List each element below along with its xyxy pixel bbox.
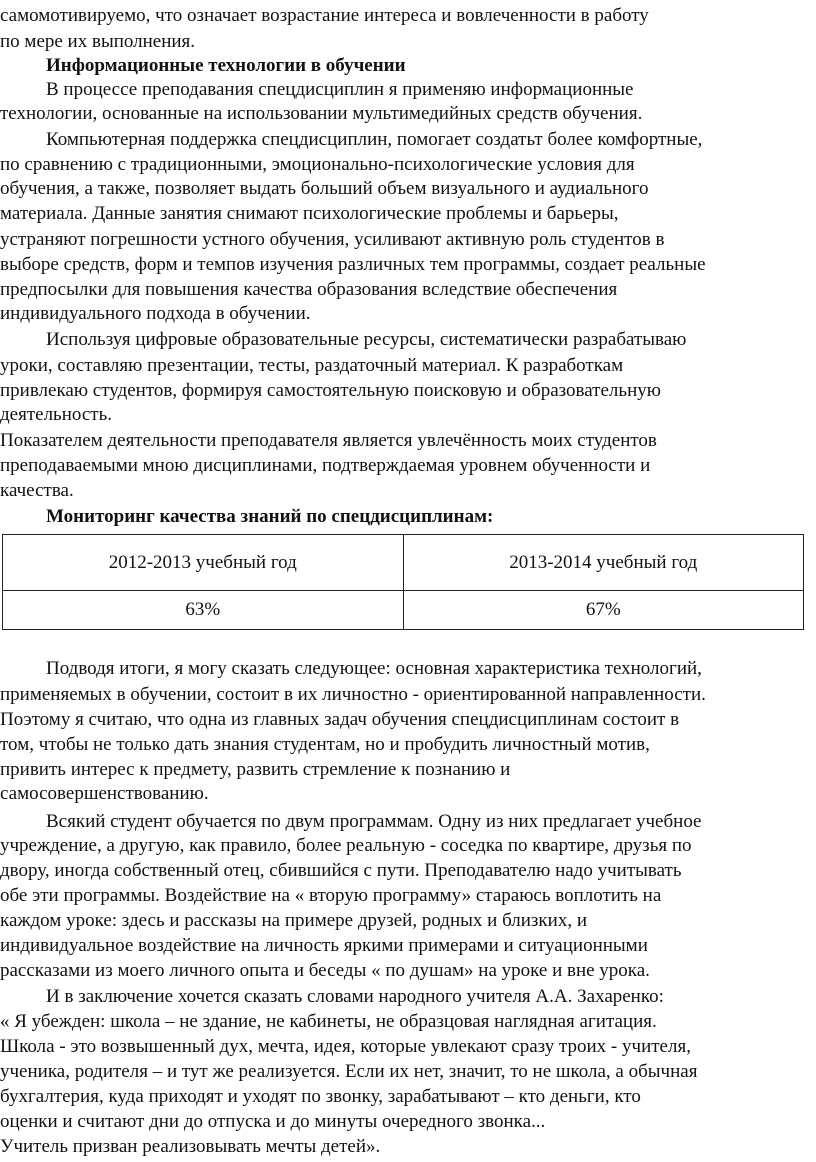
text-line: каждом уроке: здесь и рассказы на примере друзей, родных и близких, и: [0, 910, 587, 931]
text-line: « Я убежден: школа – не здание, не кабинеты, не образцовая наглядная агитация.: [0, 1011, 657, 1032]
text-line: по мере их выполнения.: [0, 31, 196, 52]
monitoring-table: [2, 534, 804, 630]
text-line: привить интерес к предмету, развить стремление к познанию и: [0, 759, 511, 780]
text-line: самосовершенствованию.: [0, 783, 209, 804]
text-line: ученика, родителя – и тут же реализуется. Если их нет, значит, то не школа, а обычная: [0, 1061, 698, 1082]
text-line: обе эти программы. Воздействие на « вторую программу» стараюсь воплотить на: [0, 885, 662, 906]
text-line: деятельность.: [0, 404, 113, 425]
value-cell-2012-2013: 63%: [3, 591, 404, 630]
text-line: И в заключение хочется сказать словами народного учителя А.А. Захаренко:: [46, 986, 664, 1007]
text-line: технологии, основанные на использовании мультимедийных средств обучения.: [0, 103, 643, 124]
text-line: привлекаю студентов, формируя самостоятельную поисковую и образовательную: [0, 380, 661, 401]
table-header-row: [3, 535, 804, 591]
text-line: Показателем деятельности преподавателя является увлечённость моих студентов: [0, 430, 657, 451]
text-line: Используя цифровые образовательные ресурсы, систематически разрабатываю: [46, 329, 687, 350]
text-line: выборе средств, форм и темпов изучения различных тем программы, создает реальные: [0, 254, 706, 275]
text-line: индивидуальное воздействие на личность яркими примерами и ситуационными: [0, 935, 648, 956]
text-line: двору, иногда собственный отец, сбившийся с пути. Преподавателю надо учитывать: [0, 860, 682, 881]
text-line: применяемых в обучении, состоит в их личностно - ориентированной направленности.: [0, 684, 706, 705]
value-cell-2013-2014: 67%: [403, 591, 804, 630]
text-line: устраняют погрешности устного обучения, усиливают активную роль студентов в: [0, 229, 665, 250]
text-line: индивидуального подхода в обучении.: [0, 303, 311, 324]
text-line: Школа - это возвышенный дух, мечта, идея, которые увлекают сразу троих - учителя,: [0, 1036, 691, 1057]
text-line: Учитель призван реализовывать мечты детей».: [0, 1136, 381, 1157]
text-line: В процессе преподавания спецдисциплин я применяю информационные: [46, 79, 634, 100]
text-line: учреждение, а другую, как правило, более реальную - соседка по квартире, друзья по: [0, 835, 692, 856]
text-line: том, чтобы не только дать знания студентам, но и пробудить личностный мотив,: [0, 734, 650, 755]
table-row: [3, 591, 804, 630]
text-line: Поэтому я считаю, что одна из главных задач обучения спецдисциплинам состоит в: [0, 709, 680, 730]
text-line: самомотивируемо, что означает возрастание интереса и вовлеченности в работу: [0, 5, 649, 26]
text-line: материала. Данные занятия снимают психологические проблемы и барьеры,: [0, 203, 619, 224]
text-line: Подводя итоги, я могу сказать следующее: основная характеристика технологий,: [46, 658, 702, 679]
text-line: обучения, а также, позволяет выдать больший объем визуального и аудиального: [0, 178, 649, 199]
header-cell-2012-2013: 2012-2013 учебный год: [3, 535, 404, 591]
text-line: рассказами из моего личного опыта и беседы « по душам» на уроке и вне урока.: [0, 960, 650, 981]
text-line: Всякий студент обучается по двум программам. Одну из них предлагает учебное: [46, 811, 702, 832]
header-cell-2013-2014: 2013-2014 учебный год: [403, 535, 804, 591]
text-line: по сравнению с традиционными, эмоционально-психологические условия для: [0, 154, 635, 175]
text-line: Компьютерная поддержка спецдисциплин, помогает создатьт более комфортные,: [46, 129, 703, 150]
text-line: бухгалтерия, куда приходят и уходят по звонку, зарабатывают – кто деньги, кто: [0, 1086, 641, 1107]
text-line: предпосылки для повышения качества образования вследствие обеспечения: [0, 279, 618, 300]
table-heading: Мониторинг качества знаний по спецдисциплинам:: [46, 506, 494, 527]
text-line: уроки, составляю презентации, тесты, раздаточный материал. К разработкам: [0, 355, 624, 376]
text-line: оценки и считают дни до отпуска и до минуты очередного звонка...: [0, 1111, 546, 1132]
text-line: качества.: [0, 480, 74, 501]
section-heading: Информационные технологии в обучении: [46, 55, 406, 76]
text-line: преподаваемыми мною дисциплинами, подтверждаемая уровнем обученности и: [0, 455, 651, 476]
